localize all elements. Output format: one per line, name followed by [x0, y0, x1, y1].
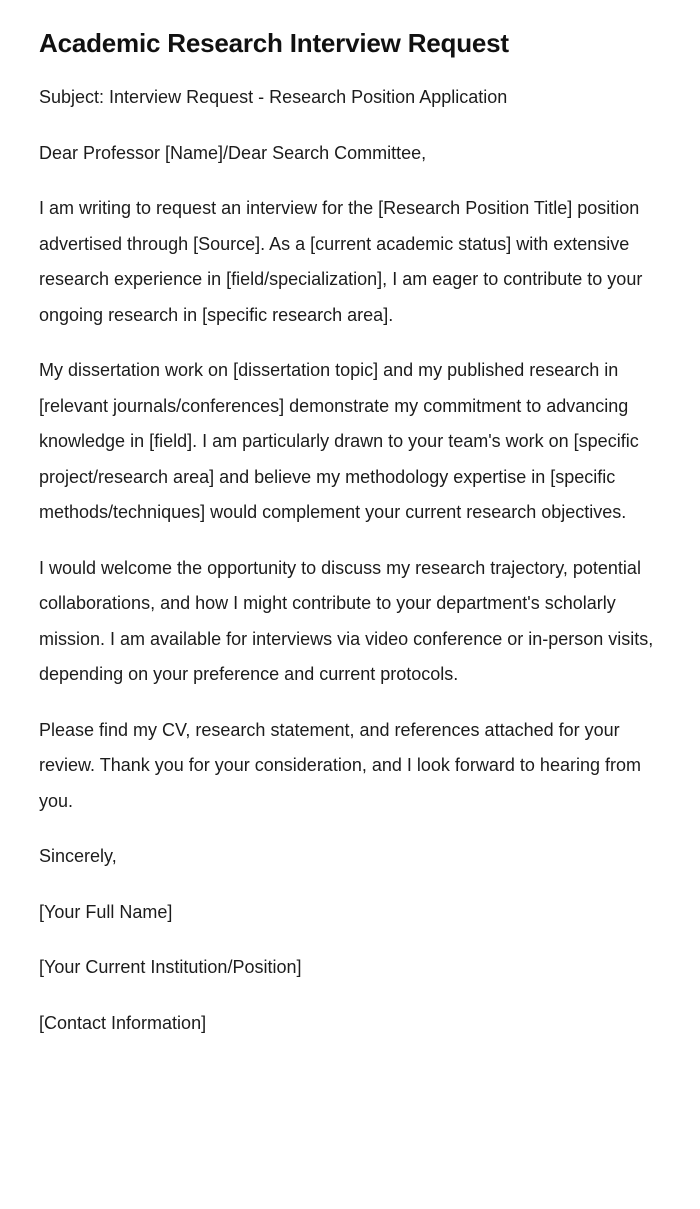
body-paragraph-4: Please find my CV, research statement, and references attached for your review. Thank you for your consideration, and I look forward to hearing from you.	[39, 719, 641, 811]
page-title: Academic Research Interview Request	[39, 28, 509, 58]
salutation: Dear Professor [Name]/Dear Search Committee,	[39, 142, 427, 163]
subject-line: Subject: Interview Request - Research Position Application	[39, 87, 508, 107]
body-paragraph-1: I am writing to request an interview for the [Research Position Title] position advertised through [Source]. As a [current academic status] with extensive research experience in [field/specialization], I am eager to contribute to your ongoing research in [specific research area].	[39, 198, 643, 325]
body-paragraph-2: My dissertation work on [dissertation topic] and my published research in [relevant journals/conferences] demonstrate my commitment to advancing knowledge in [field]. I am particularly drawn to your team's work on [specific project/research area] and believe my methodology expertise in [specific methods/techniques] would complement your current research objectives.	[39, 360, 639, 522]
signature-institution-position: [Your Current Institution/Position]	[39, 957, 302, 977]
closing-salutation: Sincerely,	[39, 846, 117, 866]
body-paragraph-3: I would welcome the opportunity to discuss my research trajectory, potential collaborations, and how I might contribute to your department's scholarly mission. I am available for interviews via video conference or in-person visits, depending on your preference and current protocols.	[39, 557, 654, 684]
signature-contact-information: [Contact Information]	[39, 1012, 207, 1033]
signature-full-name: [Your Full Name]	[39, 901, 173, 922]
